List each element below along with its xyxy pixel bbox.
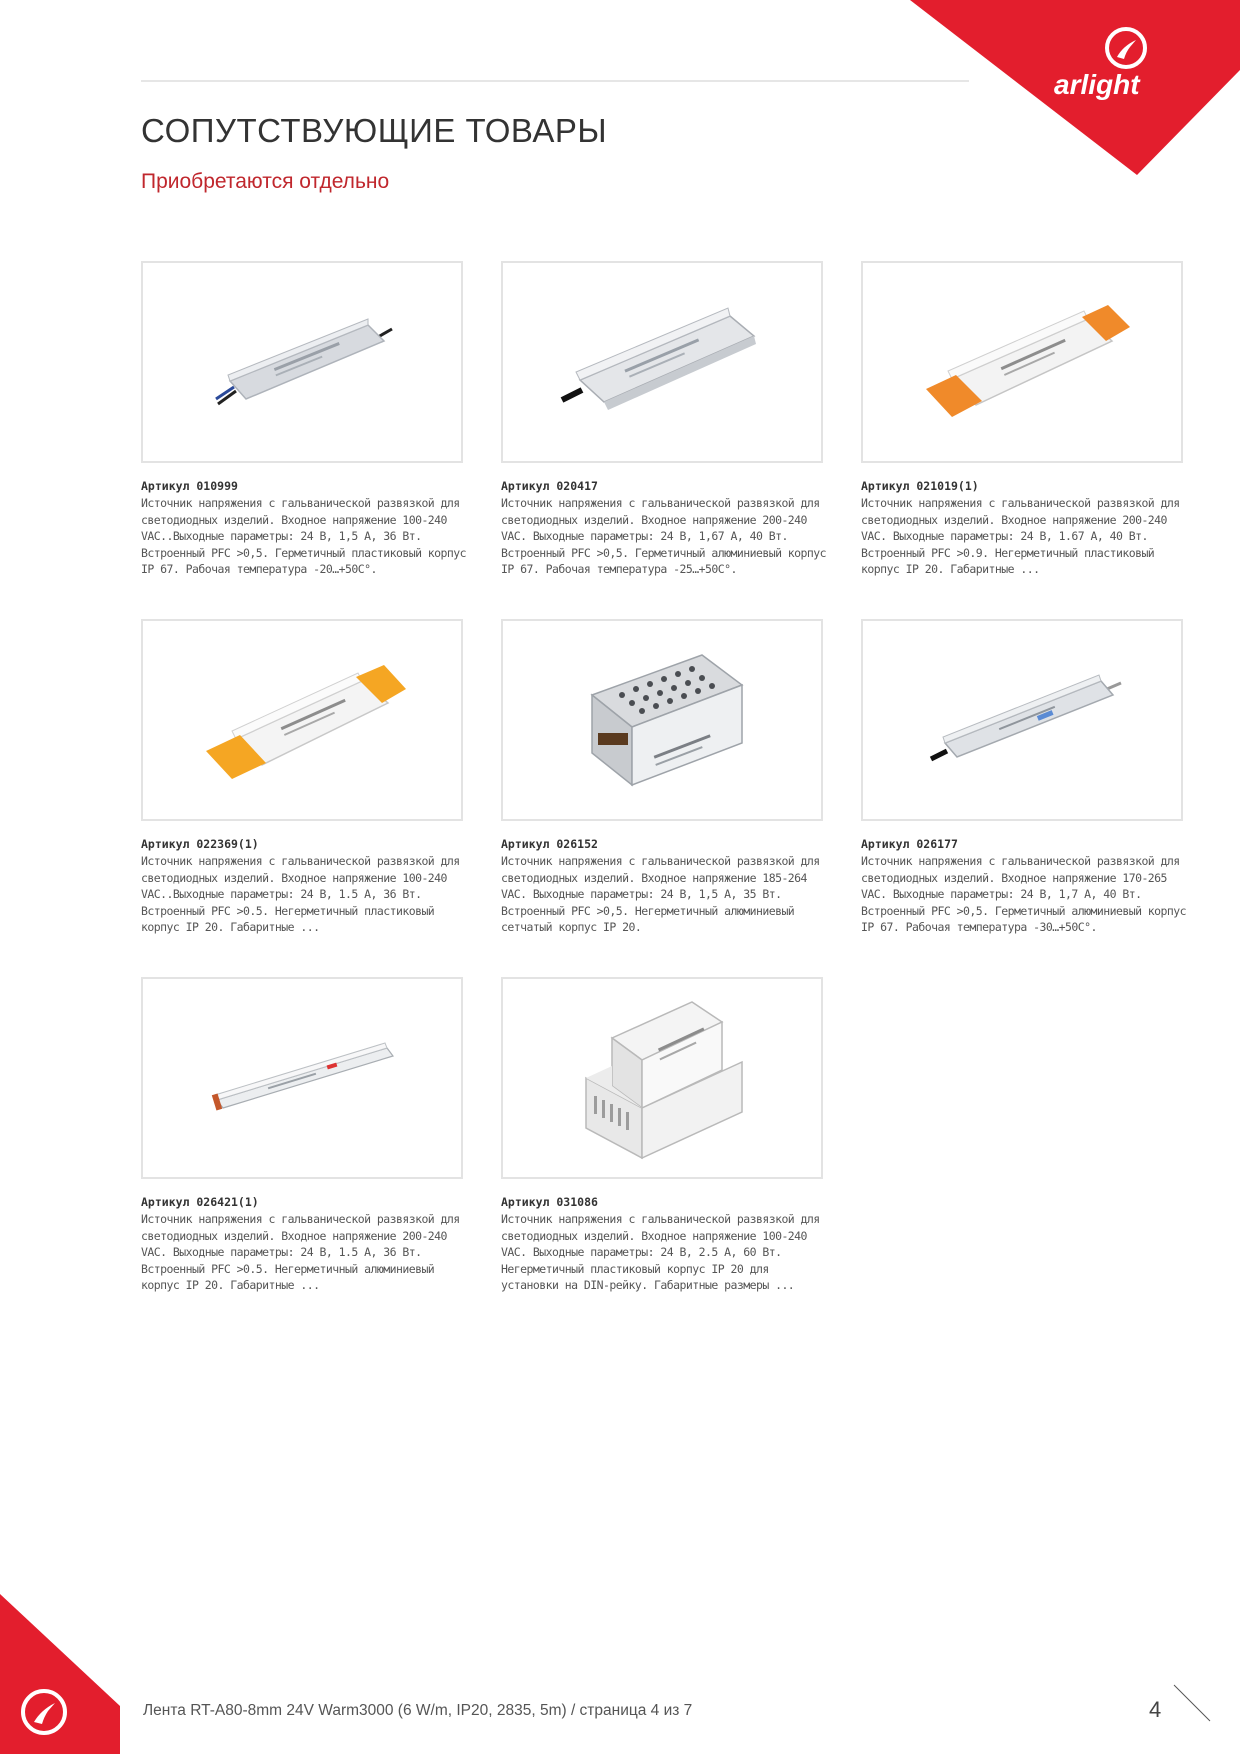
slim-aluminium-power-supply-icon <box>917 665 1127 775</box>
product-card[interactable] <box>141 619 471 936</box>
page-subtitle: Приобретаются отдельно <box>141 170 390 193</box>
product-article: Артикул 031086 <box>501 1195 598 1209</box>
product-article: Артикул 026421(1) <box>141 1195 259 1209</box>
brand-wordmark: arlight <box>1054 69 1140 100</box>
product-description: Источник напряжения с гальванической развязкой для светодиодных изделий. Входное напряжение 100-240 VAC..Выходные параметры: 24 В, 1.5 А, 36 Вт. Встроенный PFC >0.5. Негерметичный пластиковый корпус IP 20. Габаритные ... <box>141 854 460 934</box>
header-divider <box>141 80 969 82</box>
brand-corner-logo-footer <box>0 1594 120 1754</box>
product-photo <box>501 261 823 463</box>
product-description: Источник напряжения с гальванической развязкой для светодиодных изделий. Входное напряжение 200-240 VAC. Выходные параметры: 24 В, 1.5 А, 36 Вт. Встроенный PFC >0.5. Негерметичный алюминиевый корпус IP 20. Габаритные ... <box>141 1212 460 1292</box>
product-card[interactable] <box>861 261 1191 578</box>
product-card[interactable] <box>861 619 1191 936</box>
product-article: Артикул 026152 <box>501 837 598 851</box>
ultra-slim-power-supply-icon <box>197 1028 407 1128</box>
aluminium-power-supply-icon <box>552 302 772 422</box>
product-description: Источник напряжения с гальванической развязкой для светодиодных изделий. Входное напряжение 185-264 VAC. Выходные параметры: 24 В, 1,5 А, 35 Вт. Встроенный PFC >0,5. Негерметичный алюминиевый сетчатый корпус IP 20. <box>501 854 820 934</box>
product-description: Источник напряжения с гальванической развязкой для светодиодных изделий. Входное напряжение 100-240 VAC..Выходные параметры: 24 В, 1,5 А, 36 Вт. Встроенный PFC >0,5. Герметичный пластиковый корпус IP 67. Рабочая температура -20…+50C°. <box>141 496 467 576</box>
page-title: СОПУТСТВУЮЩИЕ ТОВАРЫ <box>141 112 608 149</box>
product-article: Артикул 020417 <box>501 479 598 493</box>
product-description: Источник напряжения с гальванической развязкой для светодиодных изделий. Входное напряжение 100-240 VAC. Выходные параметры: 24 В, 2.5 А, 60 Вт. Негерметичный пластиковый корпус IP 20 для установки на DIN-рейку. Габаритные размеры ... <box>501 1212 820 1292</box>
din-rail-power-supply-icon <box>572 988 752 1168</box>
product-card[interactable] <box>501 261 831 578</box>
mesh-power-supply-icon <box>572 645 752 795</box>
product-description: Источник напряжения с гальванической развязкой для светодиодных изделий. Входное напряжение 200-240 VAC. Выходные параметры: 24 В, 1,67 А, 40 Вт. Встроенный PFC >0,5. Герметичный алюминиевый корпус IP 67. Рабочая температура -25…+50C°. <box>501 496 827 576</box>
grey-plastic-power-supply-icon <box>202 307 402 417</box>
page-corner-slash <box>1172 1683 1212 1723</box>
product-photo <box>141 619 463 821</box>
product-photo <box>141 261 463 463</box>
product-photo <box>861 619 1183 821</box>
product-photo <box>861 261 1183 463</box>
product-article: Артикул 026177 <box>861 837 958 851</box>
product-article: Артикул 022369(1) <box>141 837 259 851</box>
product-photo <box>141 977 463 1179</box>
product-card[interactable] <box>501 619 831 936</box>
product-description: Источник напряжения с гальванической развязкой для светодиодных изделий. Входное напряжение 170-265 VAC. Выходные параметры: 24 В, 1,7 А, 40 Вт. Встроенный PFC >0,5. Герметичный алюминиевый корпус IP 67. Рабочая температура -30…+50C°. <box>861 854 1187 934</box>
product-card[interactable] <box>501 977 831 1294</box>
product-card[interactable] <box>141 261 471 578</box>
product-card[interactable] <box>141 977 471 1294</box>
white-yellow-power-supply-icon <box>192 655 412 785</box>
footer-document-title: Лента RT-A80-8mm 24V Warm3000 (6 W/m, IP20, 2835, 5m) / страница 4 из 7 <box>143 1702 693 1719</box>
product-description: Источник напряжения с гальванической развязкой для светодиодных изделий. Входное напряжение 200-240 VAC. Выходные параметры: 24 В, 1.67 А, 40 Вт. Встроенный PFC >0.9. Негерметичный пластиковый корпус IP 20. Габаритные ... <box>861 496 1180 576</box>
product-photo <box>501 619 823 821</box>
product-article: Артикул 021019(1) <box>861 479 979 493</box>
product-article: Артикул 010999 <box>141 479 238 493</box>
white-orange-power-supply-icon <box>912 297 1132 427</box>
product-photo <box>501 977 823 1179</box>
brand-corner-logo <box>910 0 1240 175</box>
page-number: 4 <box>1149 1697 1162 1722</box>
